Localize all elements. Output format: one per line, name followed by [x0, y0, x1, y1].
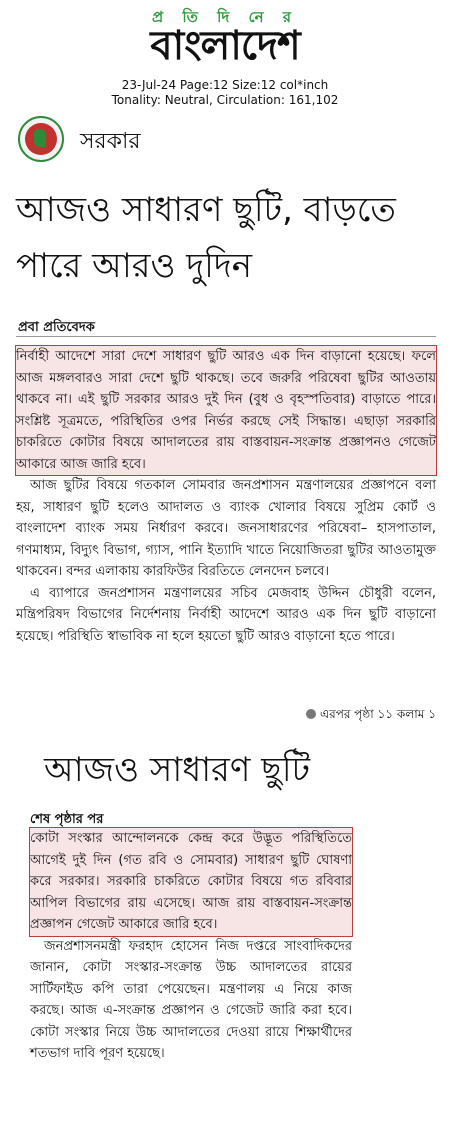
byline: প্রবা প্রতিবেদক [18, 320, 95, 335]
clipping-meta: 23-Jul-24 Page:12 Size:12 col*inch [121, 78, 329, 92]
continued-body [30, 828, 352, 1065]
divider [16, 336, 436, 337]
paragraph: এ ব্যাপারে জনপ্রশাসন মন্ত্রণালয়ের সচিব মেজবাহ উদ্দিন চৌধুরী বলেন, মন্ত্রিপরিষদ বিভাগের নির্দেশনায় নির্বাহী আদেশে আরও এক দিন ছুটি বাড়ানো হয়েছে। পরিস্থিতি স্বাভাবিক না হলে হয়তো ছুটি আরও বাড়ানো হতে পারে। [16, 585, 436, 644]
continued-from-label: শেষ পৃষ্ঠার পর [30, 812, 104, 827]
newspaper-masthead: বাংলাদেশ [150, 23, 300, 69]
continuation-note [306, 706, 436, 726]
article-body [16, 346, 436, 647]
continued-headline: আজও সাধারণ ছুটি [44, 750, 311, 790]
paragraph: আজ ছুটির বিষয়ে গতকাল সোমবার জনপ্রশাসন মন্ত্রণালয়ের প্রজ্ঞাপনে বলা হয়, সাধারণ ছুটি হলেও আদালত ও ব্যাংক খোলার বিষয়ে সুপ্রিম কোর্ট ও বাংলাদেশ ব্যাংক সময় নির্ধারণ করবে। জনসাধারণের পরিষেবা– হাসপাতাল, গণমাধ্যম, বিদ্যুৎ বিভাগ, গ্যাস, পানি ইত্যাদি খাতে নিয়োজিতরা ছুটির আওতামুক্ত থাকবেন। বন্দর এলাকায় কারফিউর বিরতিতে লেনদেন চলবে। [16, 478, 436, 579]
section-label: সরকার [80, 129, 141, 154]
bullet-icon [306, 709, 316, 719]
clipping-tonality: Tonality: Neutral, Circulation: 161,102 [111, 93, 339, 107]
article-headline: আজও সাধারণ ছুটি, বাড়তে পারে আরও দুদিন [16, 190, 396, 286]
lead-paragraph: নির্বাহী আদেশে সারা দেশে সাধারণ ছুটি আরও এক দিন বাড়ানো হয়েছে। ফলে আজ মঙ্গলবারও সারা দেশে ছুটি থাকছে। তবে জরুরি পরিষেবা ছুটির আওতায় থাকবে না। এই ছুটি সরকার আরও দুই দিন (বুধ ও বৃহস্পতিবার) বাড়াতে পারে। সংশ্লিষ্ট সূত্রমতে, পরিস্থিতির ওপর নির্ভর করছে সেই সিদ্ধান্ত। এছাড়া সরকারি চাকরিতে কোটার বিষয়ে আদালতের রায় বাস্তবায়ন-সংক্রান্ত প্রজ্ঞাপনও গেজেট আকারে আজ জারি হবে। [16, 346, 436, 475]
highlighted-paragraph: কোটা সংস্কার আন্দোলনকে কেন্দ্র করে উদ্ভূত পরিস্থিতিতে আগেই দুই দিন (গত রবি ও সোমবার) সাধারণ ছুটি ঘোষণা করে সরকার। সরকারি চাকরিতে কোটার বিষয়ে গত রবিবার আপিল বিভাগের রায় এসেছে। আজ রায় বাস্তবায়ন-সংক্রান্ত প্রজ্ঞাপন গেজেট আকারে জারি হবে। [30, 828, 352, 936]
government-seal-icon [18, 116, 64, 162]
newspaper-tagline: প্র তি দি নে র [151, 8, 299, 26]
paragraph: জনপ্রশাসনমন্ত্রী ফরহাদ হোসেন নিজ দপ্তরে সাংবাদিকদের জানান, কোটা সংস্কার-সংক্রান্ত উচ্চ আদালতের রায়ের সার্টিফাইড কপি তারা পেয়েছেন। মন্ত্রণালয় এ নিয়ে কাজ করছে। আজ এ-সংক্রান্ত প্রজ্ঞাপন ও গেজেট জারি করা হবে। কোটা সংস্কার নিয়ে উচ্চ আদালতের দেওয়া রায়ে শিক্ষার্থীদের শতভাগ দাবি পূরণ হয়েছে। [30, 938, 352, 1061]
continuation-text: এরপর পৃষ্ঠা ১১ কলাম ১ [319, 707, 436, 721]
